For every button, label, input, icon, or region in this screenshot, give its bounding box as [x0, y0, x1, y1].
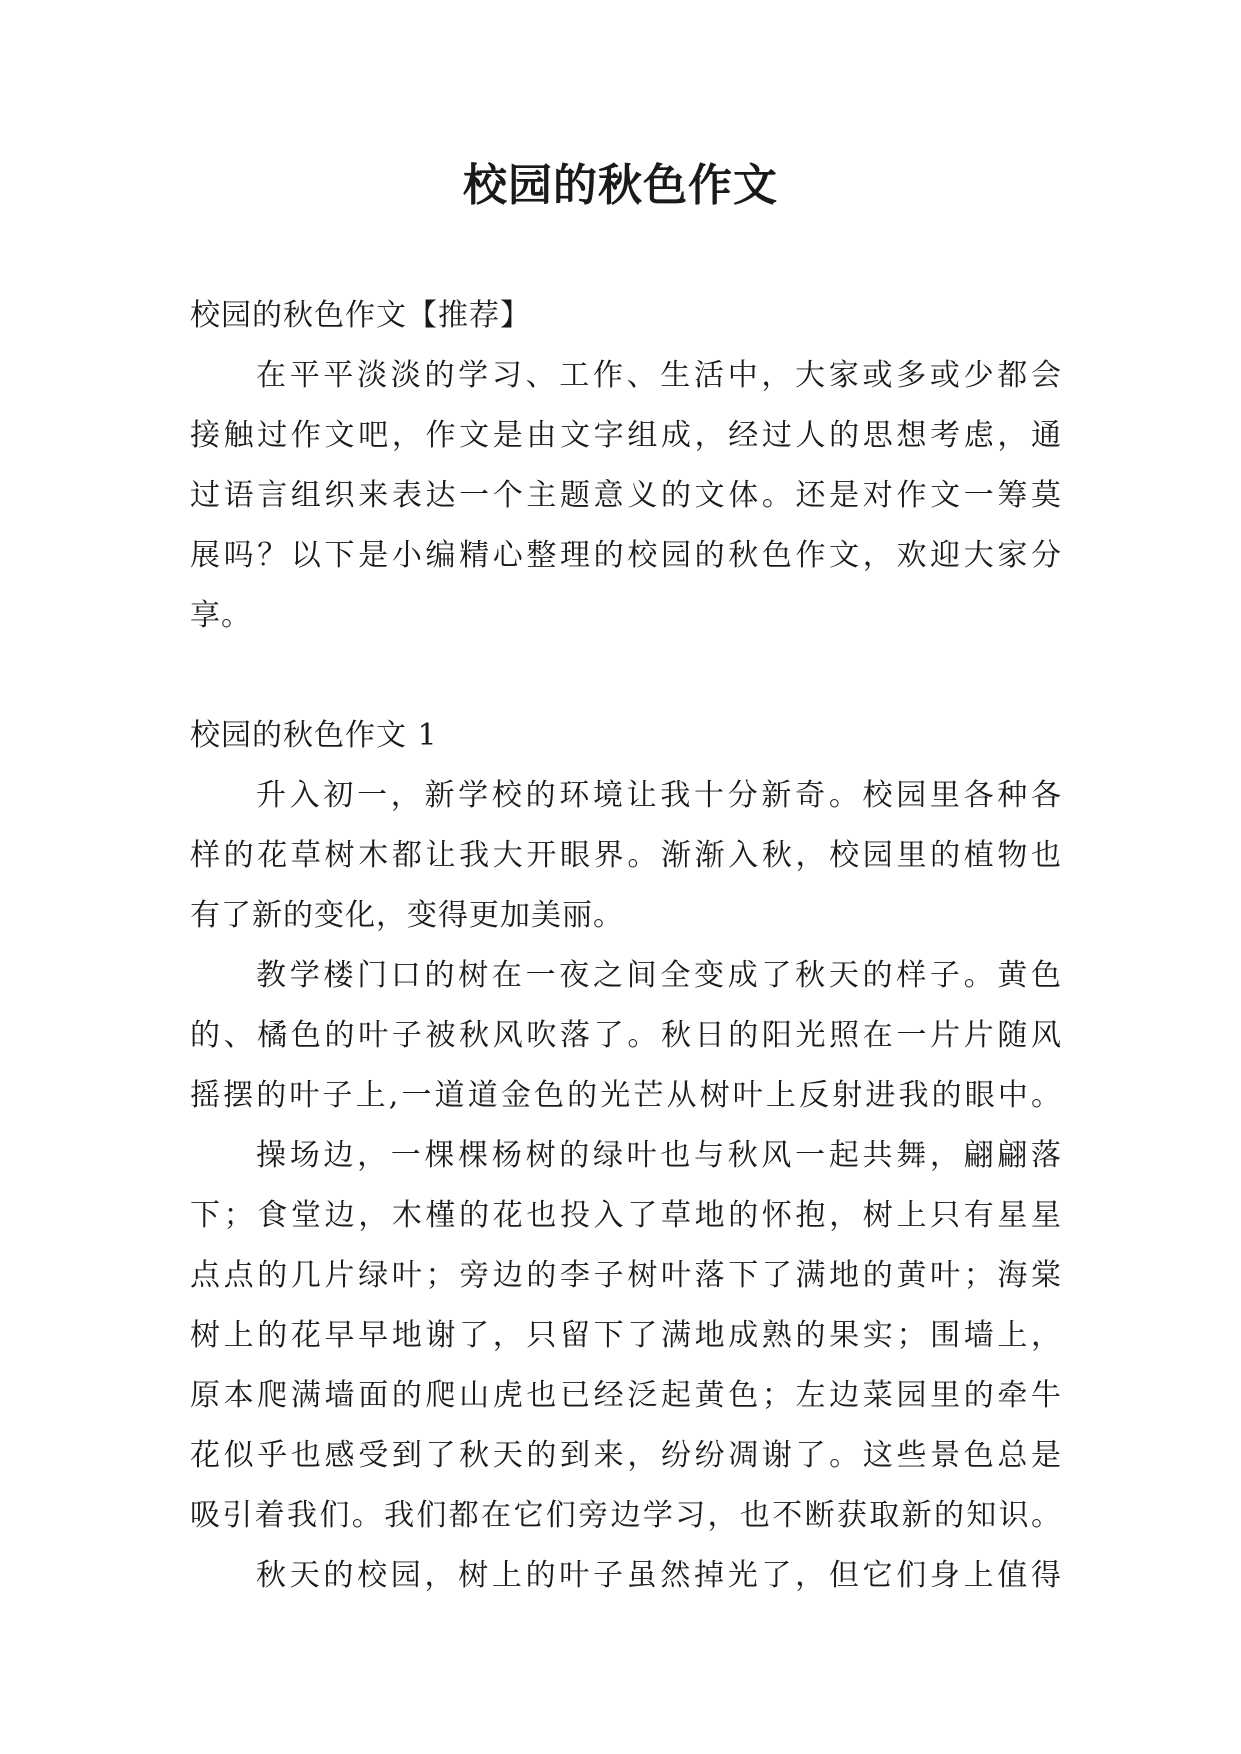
- paragraph-line: 的、橘色的叶子被秋风吹落了。秋日的阳光照在一片片随风: [190, 1018, 1062, 1053]
- paragraph-line: 享。: [190, 598, 252, 633]
- essay-paragraph-3: [190, 1126, 1062, 1546]
- paragraph-line: 树上的花早早地谢了，只留下了满地成熟的果实；围墙上，: [190, 1318, 1062, 1353]
- section-spacer: [190, 646, 1062, 706]
- paragraph-line: 接触过作文吧，作文是由文字组成，经过人的思想考虑，通: [190, 418, 1062, 453]
- paragraph-line: 过语言组织来表达一个主题意义的文体。还是对作文一筹莫: [190, 478, 1062, 513]
- paragraph-line: 花似乎也感受到了秋天的到来，纷纷凋谢了。这些景色总是: [190, 1438, 1062, 1473]
- essay-paragraph-1: [190, 766, 1062, 946]
- paragraph-line: 操场边，一棵棵杨树的绿叶也与秋风一起共舞，翩翩落: [256, 1138, 1062, 1173]
- paragraph-line: 秋天的校园，树上的叶子虽然掉光了，但它们身上值得: [256, 1558, 1062, 1593]
- essay-paragraph-2: [190, 946, 1062, 1126]
- document-title: 校园的秋色作文: [463, 160, 778, 211]
- paragraph-line: 点点的几片绿叶；旁边的李子树叶落下了满地的黄叶；海棠: [190, 1258, 1062, 1293]
- intro-paragraph: [190, 346, 1062, 646]
- essay-heading: 校园的秋色作文 1: [190, 718, 438, 753]
- paragraph-line: 展吗？以下是小编精心整理的校园的秋色作文，欢迎大家分: [190, 538, 1062, 573]
- paragraph-line: 样的花草树木都让我大开眼界。渐渐入秋，校园里的植物也: [190, 838, 1062, 873]
- paragraph-line: 原本爬满墙面的爬山虎也已经泛起黄色；左边菜园里的牵牛: [190, 1378, 1062, 1413]
- paragraph-line: 升入初一，新学校的环境让我十分新奇。校园里各种各: [256, 778, 1062, 813]
- document-body: [190, 286, 1062, 1606]
- intro-heading: 校园的秋色作文【推荐】: [190, 298, 531, 333]
- paragraph-line: 摇摆的叶子上,一道道金色的光芒从树叶上反射进我的眼中。: [190, 1078, 1062, 1113]
- paragraph-line: 有了新的变化，变得更加美丽。: [190, 898, 624, 933]
- paragraph-line: 吸引着我们。我们都在它们旁边学习，也不断获取新的知识。: [190, 1498, 1062, 1533]
- paragraph-line: 下；食堂边，木槿的花也投入了草地的怀抱，树上只有星星: [190, 1198, 1062, 1233]
- essay-paragraph-4: [190, 1546, 1062, 1606]
- paragraph-line: 教学楼门口的树在一夜之间全变成了秋天的样子。黄色: [256, 958, 1062, 993]
- paragraph-line: 在平平淡淡的学习、工作、生活中，大家或多或少都会: [256, 358, 1062, 393]
